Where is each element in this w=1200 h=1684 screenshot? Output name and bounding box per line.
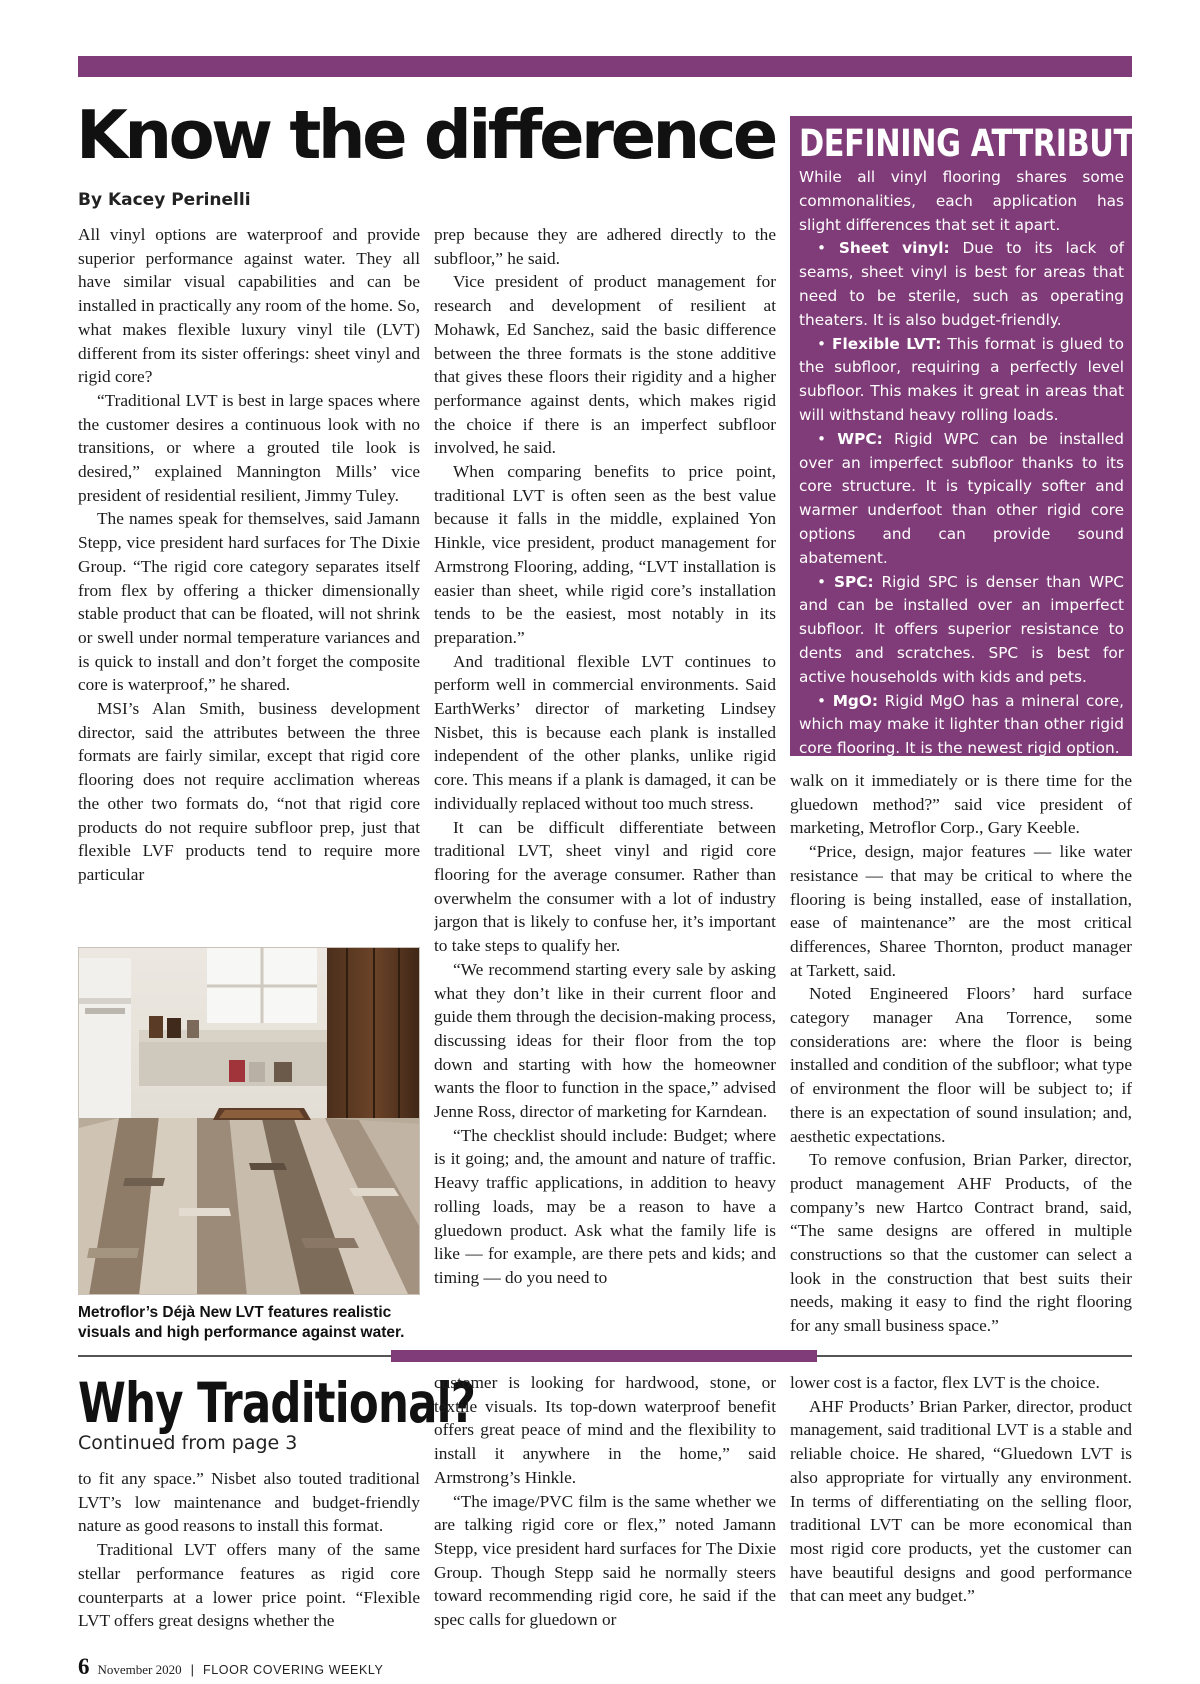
sidebar-item-text: This format is glued to the subfloor, requiring a perfectly level subfloor. This makes it great in areas that will withstand heavy rolling loads. — [799, 334, 1124, 424]
page-title: Know the difference — [76, 96, 775, 174]
sidebar-item-text: Due to its lack of seams, sheet vinyl is best for areas that need to be sterile, such as operating theaters. It is also budget-friendly. — [799, 239, 1124, 329]
sidebar-body — [799, 166, 1124, 761]
sidebar-item-text: Rigid MgO has a mineral core, which may make it lighter than other rigid core flooring. It is the newest rigid option. — [799, 691, 1125, 758]
sidebar-term: Sheet vinyl: — [838, 239, 950, 258]
photo-caption: Metroflor’s Déjà New LVT features realistic visuals and high performance against water. — [78, 1304, 405, 1341]
page-number: 6 — [78, 1654, 90, 1679]
issue-date: November 2020 — [97, 1662, 182, 1677]
sidebar-item-flexible-lvt: • Flexible LVT: This format is glued to the subfloor, requiring a perfectly level subfloor. This makes it great in areas that will withstand heavy rolling loads. — [799, 334, 1124, 424]
paragraph: When comparing benefits to price point, traditional LVT is often seen as the best value because it falls in the middle, explained Yon Hinkle, vice president, product management for Armstrong Flooring, adding, “LVT installation is easier than sheet, while rigid core’s installation tends to be the easiest, most notably in its preparation.” — [434, 462, 776, 647]
paragraph: customer is looking for hardwood, stone, or textile visuals. Its top-down waterproof benefit offers great peace of mind and the flexibility to install it anywhere in the home,” said Armstrong’s Hinkle. — [434, 1373, 776, 1487]
continued-column-3 — [790, 1371, 1132, 1633]
divider-accent-bar — [391, 1350, 817, 1362]
sidebar-term: MgO: — [832, 691, 878, 710]
article-column-2 — [434, 223, 776, 1343]
article-column-3 — [790, 769, 1132, 1343]
paragraph: prep because they are adhered directly to the subfloor,” he said. — [434, 225, 776, 268]
paragraph: AHF Products’ Brian Parker, director, product management, said traditional LVT is a stable and reliable choice. He shared, “Gluedown LVT is also appropriate for virtually any environment. In terms of differentiating on the selling floor, traditional LVT can be more economical than most rigid core products, yet the customer can have beautiful designs and good performance that can meet any budget.” — [790, 1396, 1132, 1606]
floor-photo — [78, 947, 420, 1295]
paragraph: And traditional flexible LVT continues to perform well in commercial environments. Said EarthWerks’ director of marketing Lindsey Nisbet, this is because each plank is installed independent of the other planks, unlike rigid core. This means if a plank is damaged, it can be individually replaced without too much stress. — [434, 651, 776, 813]
paragraph: “The image/PVC film is the same whether we are talking rigid core or flex,” noted Jamann Stepp, vice president hard surfaces for The Dixie Group. Though Stepp said he normally steers toward recommending rigid core, he said if the spec calls for gluedown or — [434, 1491, 776, 1630]
sidebar-intro: While all vinyl flooring shares some commonalities, each application has slight differences that set it apart. — [799, 168, 1124, 234]
paragraph: “The checklist should include: Budget; where is it going; and, the amount and nature of traffic. Heavy traffic applications, in addition to heavy rolling loads, may be a reason to have a gluedown product. Ask what the family life is like — for example, are there pets and kids; and timing — do you need to — [434, 1125, 776, 1287]
lvt-floor-illustration — [79, 948, 420, 1295]
byline: By Kacey Perinelli — [78, 190, 251, 210]
continued-story-title: Why Traditional? — [78, 1371, 476, 1435]
publication-name: FLOOR COVERING WEEKLY — [203, 1663, 384, 1677]
top-accent-bar — [78, 56, 1132, 77]
paragraph: Traditional LVT offers many of the same stellar performance features as rigid core counterparts at a lower price point. “Flexible LVT offers great designs whether the — [78, 1540, 420, 1631]
paragraph: “Traditional LVT is best in large spaces where the customer desires a continuous look with no transitions, or where a grouted tile look is desired,” explained Mannington Mills’ vice president of residential resilient, Jimmy Tuley. — [78, 390, 420, 505]
sidebar-item-text: Rigid SPC is denser than WPC and can be installed over an imperfect subfloor. It offers superior resistance to dents and scratches. SPC is best for active households with kids and pets. — [799, 572, 1124, 686]
article-column-1 — [78, 223, 420, 941]
paragraph: “We recommend starting every sale by asking what they don’t like in their current floor and guide them through the decision-making process, discussing ideas for their floor from the top down and starting with how the homeowner wants the floor to function in the space,” advised Jenne Ross, director of marketing for Karndean. — [434, 959, 776, 1122]
paragraph: Noted Engineered Floors’ hard surface category manager Ana Torrence, some considerations are: where the floor is being installed and condition of the subfloor; what type of environment the floor will be subject to; if there is an expectation of sound insulation; and, aesthetic expectations. — [790, 984, 1132, 1146]
sidebar-item-mgo: • MgO: Rigid MgO has a mineral core, which may make it lighter than other rigid core flooring. It is the newest rigid option. — [799, 691, 1125, 758]
paragraph: The names speak for themselves, said Jamann Stepp, vice president hard surfaces for The Dixie Group. “The rigid core category separates itself from flex by offering a thicker dimensionally stable product that can be floated, will not shrink or swell under normal temperature variances and is quick to install and don’t forget the composite core is waterproof,” he shared. — [78, 509, 420, 695]
sidebar-title: DEFINING ATTRIBUTES — [799, 122, 1176, 165]
paragraph: Vice president of product management for research and development of resilient at Mohawk, Ed Sanchez, said the basic difference between the three formats is the stone additive that gives these floors their rigidity and a higher performance against dents, which makes rigid the choice if there is an imperfect subfloor involved, he said. — [434, 272, 776, 458]
sidebar-item-wpc: • WPC: Rigid WPC can be installed over an imperfect subfloor thanks to its core structure. It is typically softer and warmer underfoot than other rigid core options and can provide sound abatement. — [799, 429, 1124, 567]
sidebar-item-text: Rigid WPC can be installed over an imperfect subfloor thanks to its core structure. It is typically softer and warmer underfoot than other rigid core options and can provide sound abatement. — [799, 429, 1124, 567]
paragraph: lower cost is a factor, flex LVT is the choice. — [790, 1373, 1100, 1392]
continued-column-2 — [434, 1371, 776, 1633]
page-footer — [78, 1654, 383, 1680]
sidebar-term: SPC: — [833, 572, 874, 591]
paragraph: All vinyl options are waterproof and provide superior performance against water. They all have similar visual capabilities and can be installed in practically any room of the home. So, what makes flexible luxury vinyl tile (LVT) different from its sister offerings: sheet vinyl and rigid core? — [78, 225, 420, 387]
paragraph: “Price, design, major features — like water resistance — that may be critical to where the flooring is being installed, ease of installation, ease of maintenance” are the most critical differences, Sharee Thornton, product manager at Tarkett, said. — [790, 842, 1132, 980]
paragraph: to fit any space.” Nisbet also touted traditional LVT’s low maintenance and budget-friendly nature as good reasons to install this format. — [78, 1469, 420, 1536]
defining-attributes-sidebar — [790, 116, 1176, 758]
sidebar-item-sheet-vinyl: • Sheet vinyl: Due to its lack of seams, sheet vinyl is best for areas that need to be sterile, such as operating theaters. It is also budget-friendly. — [799, 239, 1124, 329]
paragraph: MSI’s Alan Smith, business development director, said the attributes between the three formats are fairly similar, except that rigid core flooring does not require acclimation whereas the other two formats do, “not that rigid core products do not require subfloor prep, just that flexible LVF products tend to require more particular — [78, 699, 420, 884]
sidebar-item-spc: • SPC: Rigid SPC is denser than WPC and can be installed over an imperfect subfloor. It offers superior resistance to dents and scratches. SPC is best for active households with kids and pets. — [799, 572, 1124, 686]
continued-column-1 — [78, 1467, 420, 1633]
paragraph: To remove confusion, Brian Parker, director, product management AHF Products, of the company’s new Hartco Contract brand, said, “The same designs are offered in multiple constructions so that the customer can select a look in the construction that best suits their needs, making it easy to find the right flooring for any small business space.” — [790, 1150, 1132, 1336]
footer-separator: | — [190, 1662, 195, 1677]
paragraph: It can be difficult differentiate between traditional LVT, sheet vinyl and rigid core flooring for the average consumer. Rather than overwhelm the consumer with a lot of industry jargon that is likely to confuse her, it’s important to take steps to qualify her. — [434, 817, 776, 956]
paragraph: walk on it immediately or is there time for the gluedown method?” said vice president of marketing, Metroflor Corp., Gary Keeble. — [790, 771, 1132, 838]
sidebar-term: Flexible LVT: — [832, 334, 942, 353]
continued-from-note: Continued from page 3 — [78, 1432, 298, 1454]
sidebar-term: WPC: — [837, 429, 883, 448]
